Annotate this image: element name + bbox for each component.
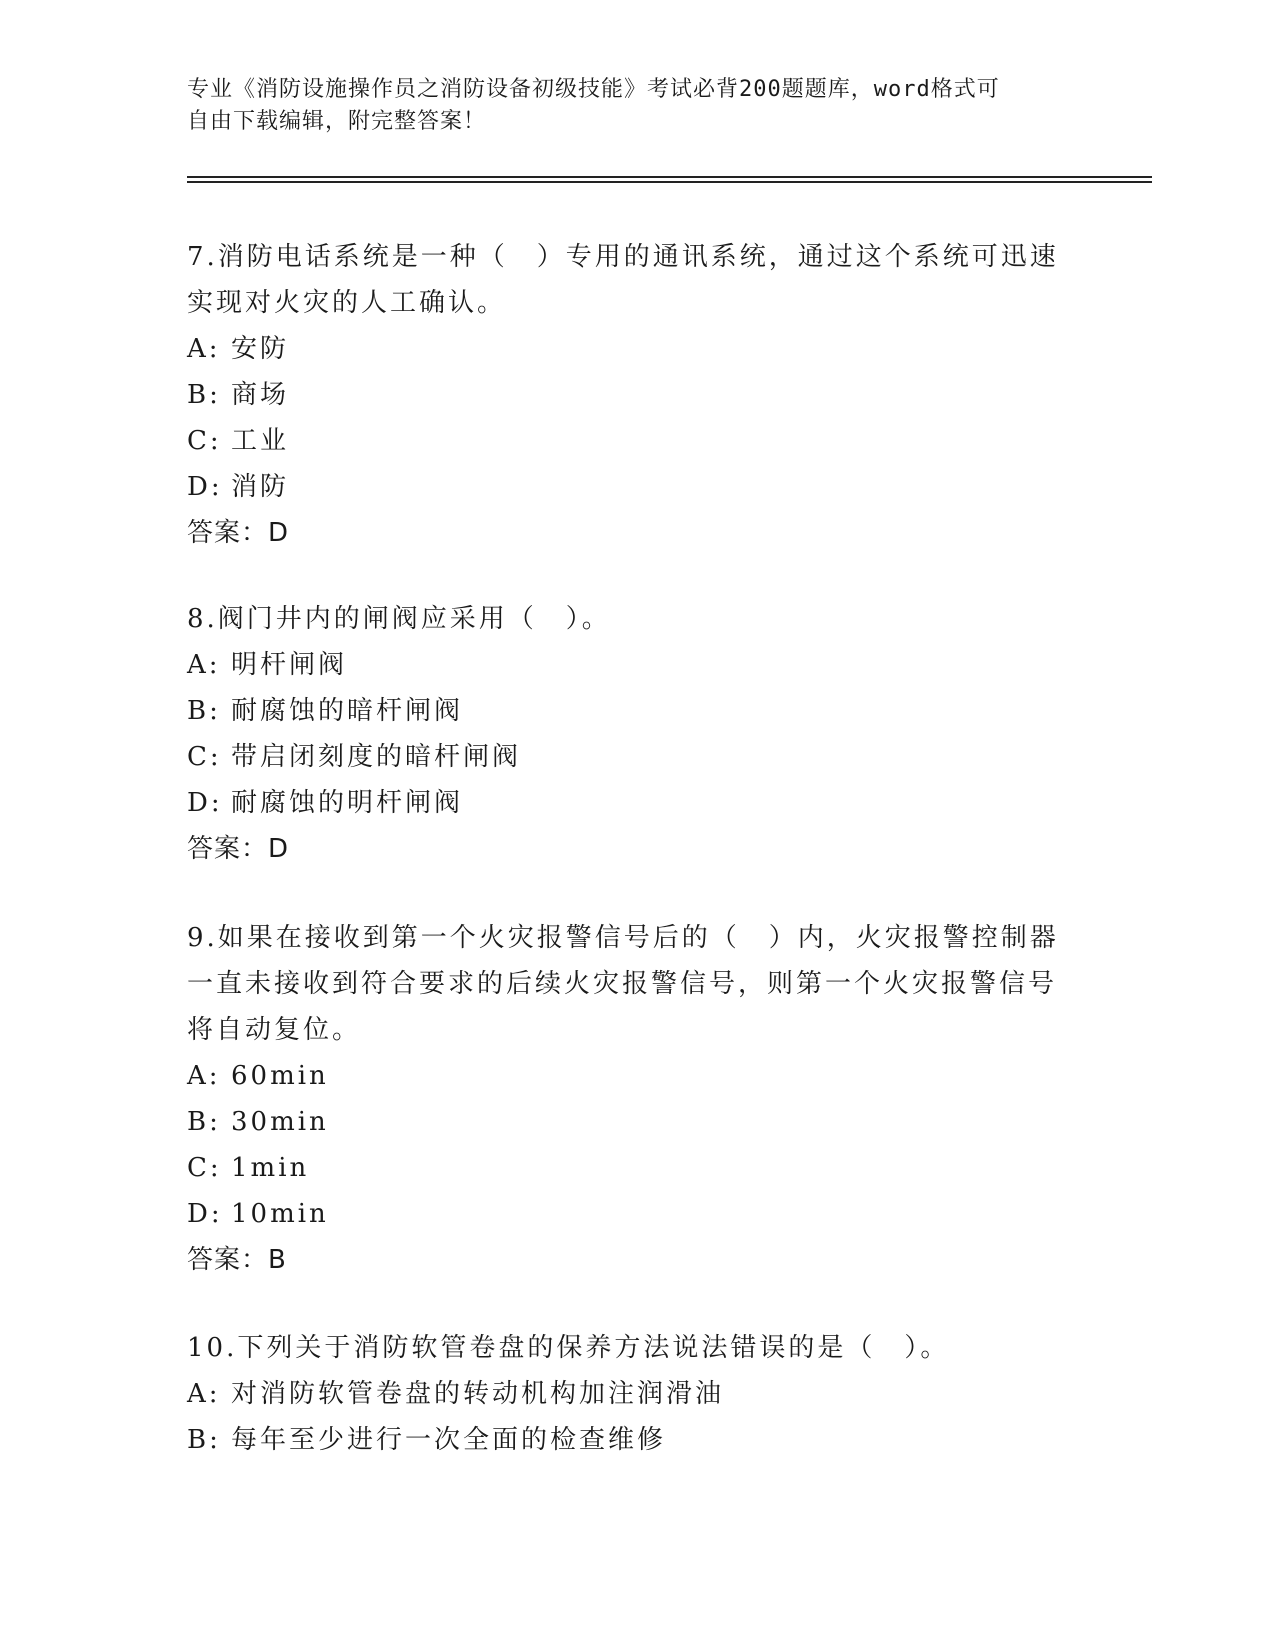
option-key: B: (187, 1425, 221, 1455)
option-value: 安防 (231, 334, 290, 364)
option-value: 耐腐蚀的明杆闸阀 (231, 788, 464, 818)
option-b (187, 372, 1067, 418)
question-text: 10.下列关于消防软管卷盘的保养方法说法错误的是（ ）。 (187, 1333, 950, 1363)
option-value: 工业 (231, 426, 290, 456)
option-key: A: (187, 334, 221, 364)
question-9 (187, 915, 1067, 1283)
option-a (187, 1371, 1067, 1417)
option-value: 耐腐蚀的暗杆闸阀 (231, 696, 464, 726)
option-a (187, 326, 1067, 372)
question-text: 7.消防电话系统是一种（ ）专用的通讯系统，通过这个系统可迅速实现对火灾的人工确认。 (187, 242, 1059, 318)
option-c (187, 734, 1067, 780)
option-value: 商场 (231, 380, 290, 410)
option-value: 消防 (231, 472, 290, 502)
option-key: C: (187, 426, 222, 456)
option-key: C: (187, 1153, 222, 1183)
option-key: D: (187, 788, 223, 818)
answer-line: 答案：B (187, 1245, 287, 1275)
header-divider-bottom (187, 181, 1152, 183)
option-key: D: (187, 1199, 223, 1229)
option-c (187, 1145, 1067, 1191)
question-10 (187, 1325, 1067, 1463)
option-d (187, 464, 1067, 510)
question-text: 8.阀门井内的闸阀应采用（ ）。 (187, 604, 611, 634)
question-text: 9.如果在接收到第一个火灾报警信号后的（ ）内，火灾报警控制器一直未接收到符合要求的后续火灾报警信号，则第一个火灾报警信号将自动复位。 (187, 923, 1059, 1045)
option-key: A: (187, 1061, 221, 1091)
option-key: B: (187, 1107, 221, 1137)
header-divider-top (187, 176, 1152, 178)
option-value: 明杆闸阀 (231, 650, 348, 680)
question-7 (187, 234, 1067, 556)
option-key: B: (187, 696, 221, 726)
option-value: 每年至少进行一次全面的检查维修 (231, 1425, 667, 1455)
option-value: 30min (231, 1107, 329, 1137)
option-c (187, 418, 1067, 464)
option-a (187, 1053, 1067, 1099)
question-8 (187, 596, 1067, 872)
answer-line: 答案：D (187, 518, 290, 548)
header-line-1: 专业《消防设施操作员之消防设备初级技能》考试必背200题题库，word格式可 (187, 77, 1000, 102)
option-key: D: (187, 472, 223, 502)
option-value: 对消防软管卷盘的转动机构加注润滑油 (231, 1379, 725, 1409)
option-key: B: (187, 380, 221, 410)
option-key: A: (187, 650, 221, 680)
option-value: 1min (231, 1153, 310, 1183)
header-line-2: 自由下载编辑，附完整答案！ (187, 109, 487, 134)
option-a (187, 642, 1067, 688)
option-d (187, 1191, 1067, 1237)
option-d (187, 780, 1067, 826)
option-value: 10min (231, 1199, 329, 1229)
option-value: 60min (231, 1061, 329, 1091)
option-key: A: (187, 1379, 221, 1409)
option-value: 带启闭刻度的暗杆闸阀 (231, 742, 522, 772)
option-b (187, 1417, 1067, 1463)
document-header (187, 74, 1067, 138)
option-key: C: (187, 742, 222, 772)
answer-line: 答案：D (187, 834, 290, 864)
option-b (187, 1099, 1067, 1145)
option-b (187, 688, 1067, 734)
